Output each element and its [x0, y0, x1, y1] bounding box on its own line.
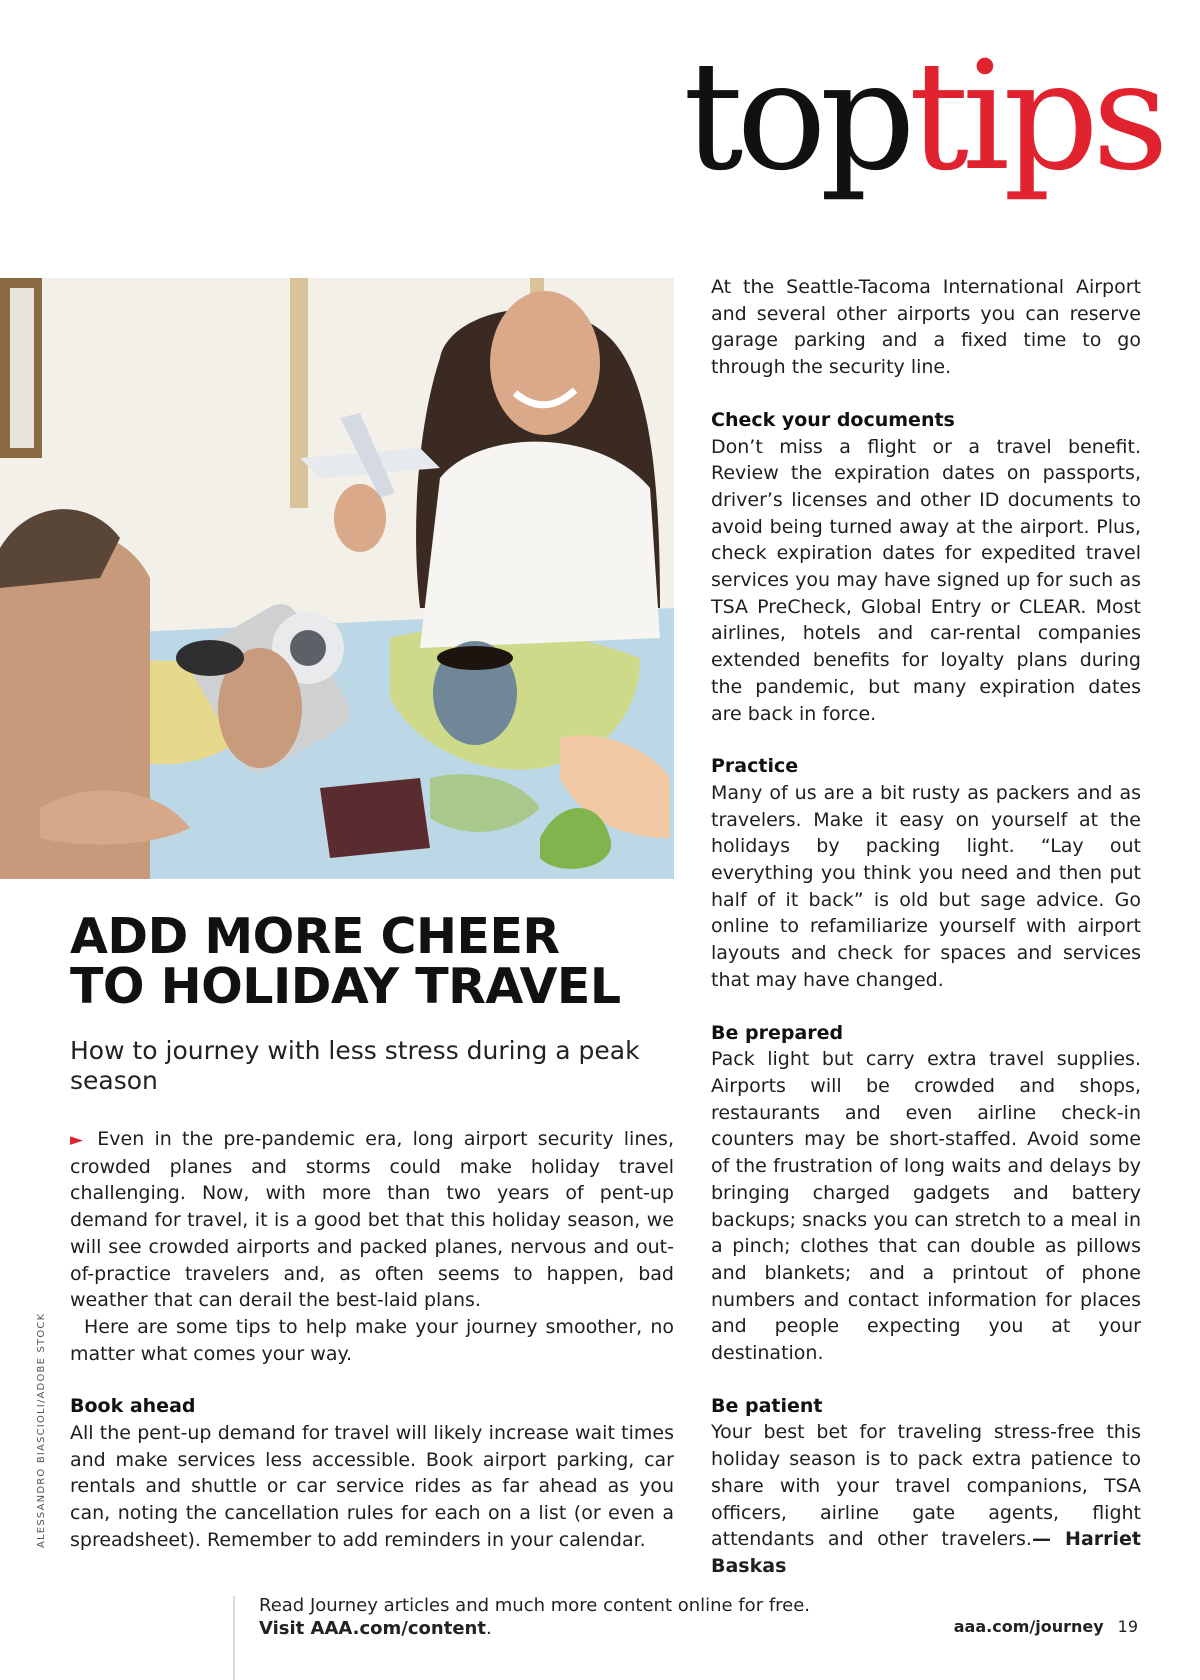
- author-byline: — Harriet Baskas: [711, 1528, 1142, 1577]
- paragraph-gap: [70, 1367, 674, 1393]
- masthead-tips: tips: [908, 30, 1162, 204]
- footer-promo-line-1: Read Journey articles and much more content online for free.: [259, 1595, 811, 1616]
- paragraph-gap: [711, 994, 1141, 1020]
- headline-line-2: TO HOLIDAY TRAVEL: [70, 958, 621, 1015]
- footer-folio: [954, 1617, 1138, 1636]
- headline-line-1: ADD MORE CHEER: [70, 908, 560, 965]
- section-body-continued: At the Seattle-Tacoma International Airport and several other airports you can reserve garage parking and a fixed time to go through the security line.: [711, 276, 1141, 379]
- article-subhead: How to journey with less stress during a peak season: [70, 1036, 640, 1095]
- section-masthead: [683, 30, 1162, 204]
- section-heading-practice: Practice: [711, 755, 799, 778]
- footer-promo-line-2: [259, 1617, 810, 1640]
- left-column: [70, 1126, 674, 1554]
- hero-photo: [0, 278, 674, 879]
- section-body-be-prepared: Pack light but carry extra travel supplies. Airports will be crowded and shops, restaurants and even airline check-in counters may be short-staffed. Avoid some of the frustration of long waits and delays by bringing charged gadgets and battery backups; snacks you can stretch to a meal in a pinch; clothes that can double as pillows and blankets; and a printout of phone numbers and contact information for places and people expecting you at your destination.: [711, 1048, 1141, 1365]
- photo-credit: ALESSANDRO BIASCIOLI/ADOBE STOCK: [36, 1312, 47, 1548]
- paragraph-gap: [711, 1367, 1141, 1393]
- footer-period: .: [485, 1618, 492, 1639]
- intro-paragraph-2: Here are some tips to help make your journey smoother, no matter what comes your way.: [70, 1315, 674, 1365]
- page-number: 19: [1117, 1617, 1138, 1636]
- be-patient-text: Your best bet for traveling stress-free this holiday season is to pack extra patience to share with your travel companions, TSA officers, airline gate agents, flight attendants and other travelers.: [711, 1421, 1141, 1551]
- section-body-book-ahead: All the pent-up demand for travel will likely increase wait times and make services less accessible. Book airport parking, car rentals and shuttle or car service rides as far ahead as you can, noting the cancellation rules for each on a list (or even a spreadsheet). Remember to add reminders in your calendar.: [70, 1422, 674, 1551]
- paragraph-gap: [711, 381, 1141, 407]
- section-heading-check-documents: Check your documents: [711, 408, 955, 431]
- footer-site-link[interactable]: aaa.com/journey: [953, 1617, 1104, 1636]
- section-body-check-documents: Don’t miss a flight or a travel benefit. Review the expiration dates on passports, driver’s licenses and other ID documents to avoid being turned away at the airport. Plus, check expiration dates for expedited travel services you may have signed up for such as TSA PreCheck, Global Entry or CLEAR. Most airlines, hotels and car-rental companies extended benefits for loyalty plans during the pandemic, but many expiration dates are back in force.: [711, 435, 1141, 725]
- section-heading-book-ahead: Book ahead: [70, 1395, 196, 1418]
- bullet-arrow-icon: ►: [70, 1130, 84, 1150]
- paragraph-gap: [711, 727, 1141, 753]
- section-body-practice: Many of us are a bit rusty as packers and as travelers. Make it easy on yourself at the holidays by packing light. “Lay out everything you think you need and then put half of it back” is old but sage advice. Go online to refamiliarize yourself with airport layouts and check for spaces and services that may have changed.: [711, 781, 1141, 991]
- travel-photo-illustration: [0, 278, 674, 879]
- footer-visit-link[interactable]: Visit AAA.com/content: [259, 1618, 486, 1639]
- footer-divider: [233, 1596, 235, 1680]
- footer-promo: [259, 1594, 810, 1640]
- right-column: [711, 274, 1141, 1580]
- section-heading-be-prepared: Be prepared: [711, 1021, 844, 1044]
- intro-paragraph-1-text: Even in the pre-pandemic era, long airport security lines, crowded planes and storms could make holiday travel challenging. Now, with more than two years of pent-up demand for travel, it is a good bet that this holiday season, we will see crowded airports and packed planes, nervous and out-of-practice travelers and, as often seems to happen, bad weather that can derail the best-laid plans.: [70, 1128, 674, 1312]
- masthead-top: top: [683, 30, 909, 204]
- section-body-be-patient: [711, 1419, 1141, 1579]
- intro-paragraph-1: [70, 1126, 674, 1314]
- section-heading-be-patient: Be patient: [711, 1394, 823, 1417]
- article-headline: [70, 908, 670, 1015]
